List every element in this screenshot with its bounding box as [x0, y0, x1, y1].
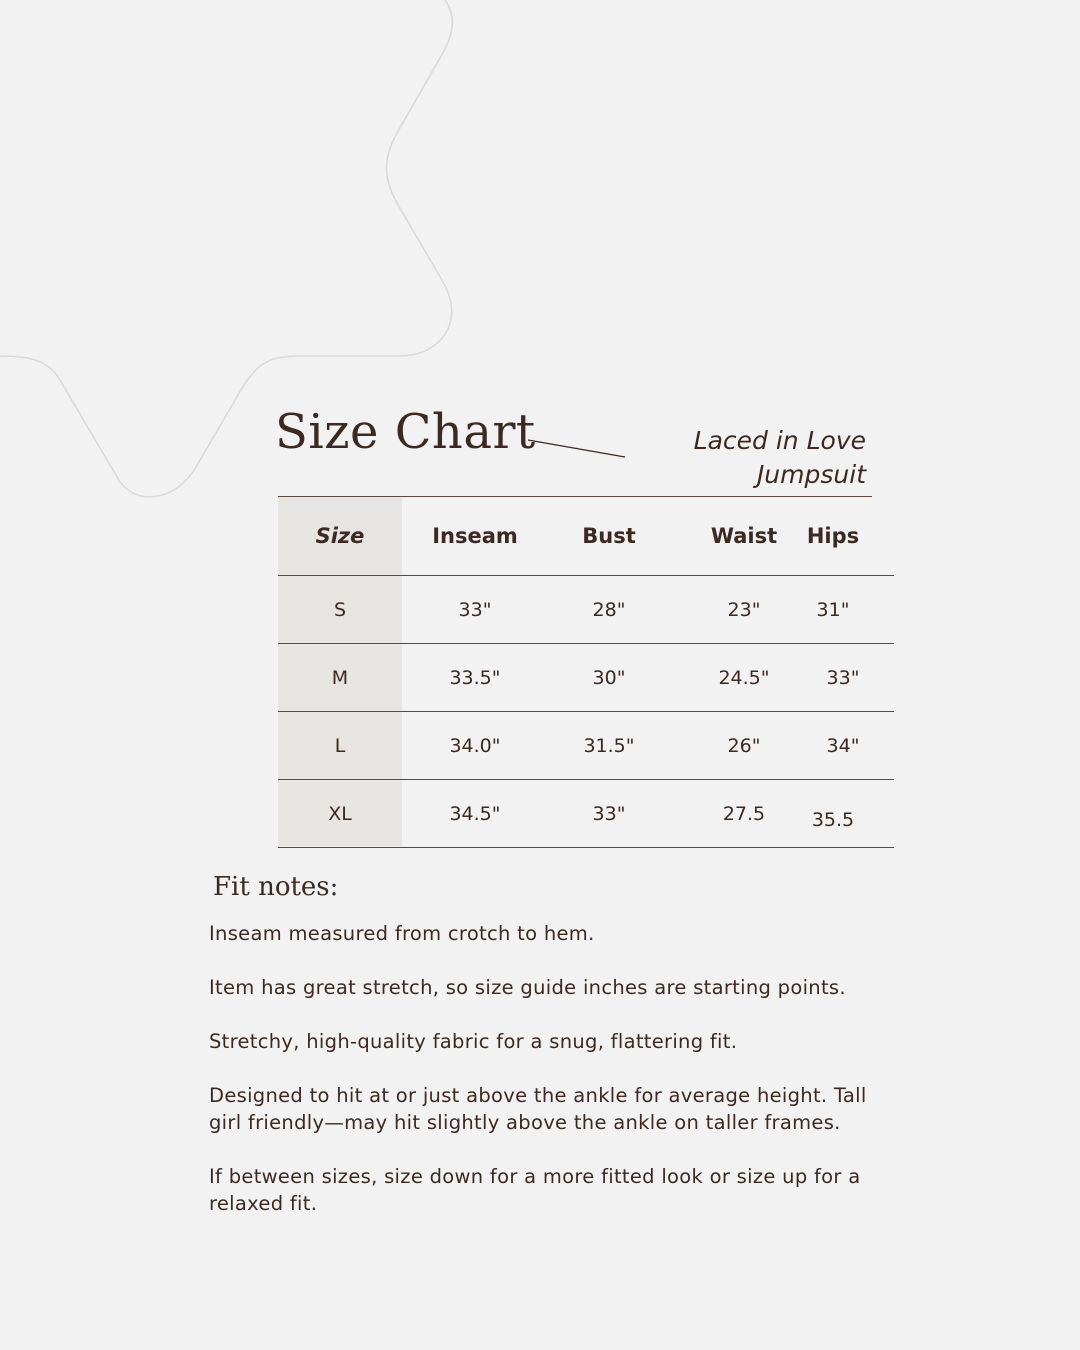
- header-hips: Hips: [806, 524, 860, 548]
- header-inseam: Inseam: [432, 524, 518, 548]
- product-name-line1: Laced in Love: [693, 426, 866, 455]
- table-row: [278, 644, 894, 712]
- waist-cell: 27.5: [722, 802, 766, 825]
- product-name-line2: Jumpsuit: [756, 460, 866, 489]
- size-cell: L: [334, 734, 346, 757]
- size-table: [278, 497, 894, 848]
- fit-note: Inseam measured from crotch to hem.: [209, 922, 595, 945]
- header-size: Size: [315, 524, 365, 548]
- table-header-row: [278, 497, 894, 576]
- inseam-cell: 33": [458, 598, 492, 621]
- header-bust: Bust: [582, 524, 636, 548]
- bust-cell: 30": [592, 666, 626, 689]
- hips-cell: 33": [826, 666, 860, 689]
- title-accent-line: [0, 0, 1080, 470]
- table-row: [278, 780, 894, 848]
- hips-cell: 31": [816, 598, 850, 621]
- bust-cell: 31.5": [583, 734, 635, 757]
- size-cell: S: [333, 598, 347, 621]
- inseam-cell: 34.5": [449, 802, 501, 825]
- inseam-cell: 33.5": [449, 666, 501, 689]
- hips-cell: 34": [826, 734, 860, 757]
- waist-cell: 26": [727, 734, 761, 757]
- table-row: [278, 576, 894, 644]
- bust-cell: 28": [592, 598, 626, 621]
- header-waist: Waist: [710, 524, 778, 548]
- waist-cell: 23": [727, 598, 761, 621]
- page-title: Size Chart: [275, 404, 536, 460]
- size-cell: XL: [328, 802, 352, 825]
- fit-note: Designed to hit at or just above the ankle for average height. Tall girl friendly—may hit slightly above the ankle on taller frames.: [209, 1084, 867, 1134]
- waist-cell: 24.5": [718, 666, 770, 689]
- fit-note: Stretchy, high-quality fabric for a snug, flattering fit.: [209, 1030, 738, 1053]
- fit-note: If between sizes, size down for a more fitted look or size up for a relaxed fit.: [209, 1165, 861, 1215]
- product-name: [694, 424, 866, 492]
- fit-notes-title: Fit notes:: [213, 872, 339, 902]
- fit-notes-list: [209, 920, 889, 1244]
- table-row: [278, 712, 894, 780]
- hips-cell: 35.5: [811, 808, 855, 831]
- bust-cell: 33": [592, 802, 626, 825]
- inseam-cell: 34.0": [449, 734, 501, 757]
- size-cell: M: [331, 666, 349, 689]
- fit-note: Item has great stretch, so size guide inches are starting points.: [209, 976, 846, 999]
